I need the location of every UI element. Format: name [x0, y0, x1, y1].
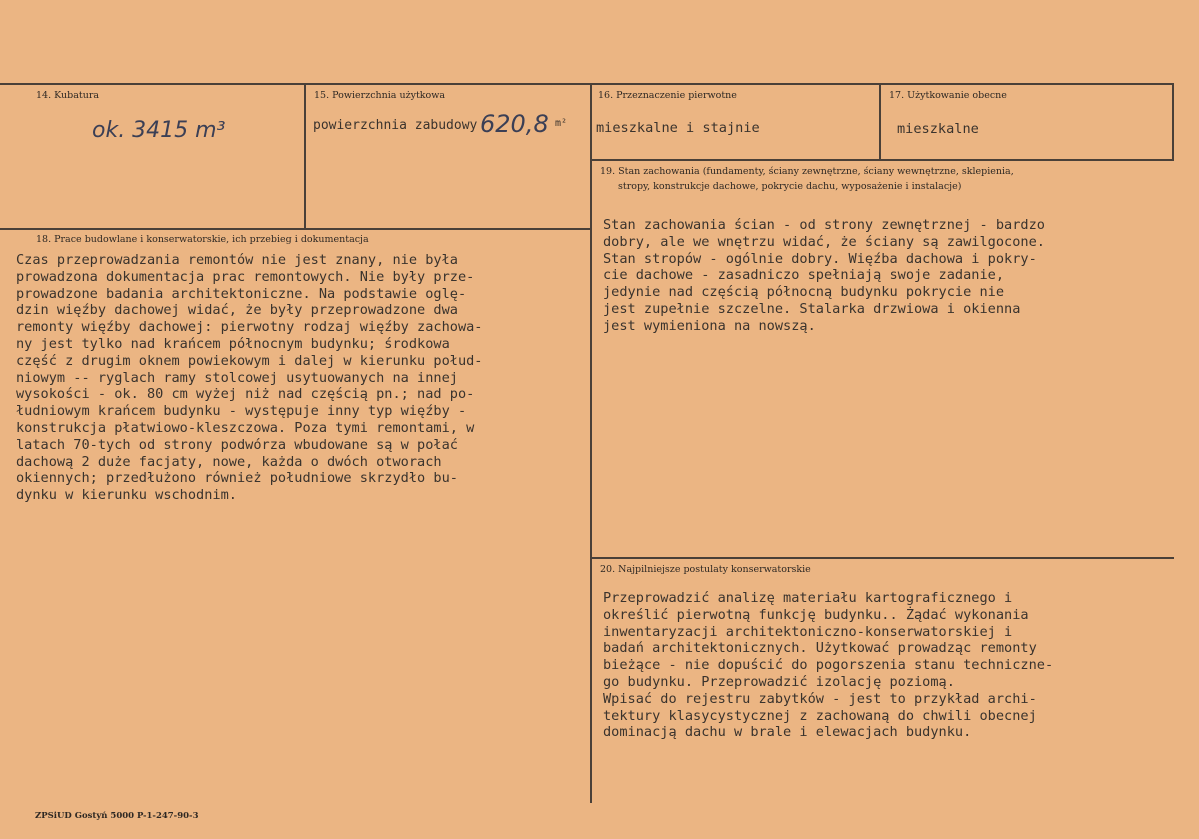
- prace-line: remonty więźby dachowej: pierwotny rodzaj więźby zachowa-: [16, 319, 483, 336]
- prace-line: dachową 2 duże facjaty, nowe, każda o dwóch otworach: [16, 453, 442, 470]
- prace-line: dzin więźby dachowej widać, że były przeprowadzone dwa: [16, 302, 458, 319]
- rule-mid-right: [591, 159, 1174, 161]
- postulaty-line: bieżące - nie dopuścić do pogorszenia stanu techniczne-: [603, 657, 1054, 674]
- stan-line: Stan stropów - ogólnie dobry. Więźba dachowa i pokry-: [603, 250, 1037, 267]
- prace-line: prowadzone badania architektoniczne. Na podstawie oglę-: [16, 285, 467, 302]
- stan-line: cie dachowe - zasadniczo spełniają swoje zadanie,: [603, 267, 1005, 284]
- prace-line: okiennych; przedłużono również południowe skrzydło bu-: [16, 470, 458, 487]
- prace-line: część z drugim oknem powiekowym i dalej w kierunku połud-: [16, 352, 483, 369]
- powierzchnia-value: 620,8: [480, 110, 549, 138]
- stan-label-1: 19. Stan zachowania (fundamenty, ściany zewnętrzne, ściany wewnętrzne, sklepienia,: [600, 166, 1014, 177]
- prace-line: wysokości - ok. 80 cm wyżej niż nad częścią pn.; nad po-: [16, 386, 475, 403]
- postulaty-line: Wpisać do rejestru zabytków - jest to przykład archi-: [603, 690, 1037, 707]
- prace-label: 18. Prace budowlane i konserwatorskie, ich przebieg i dokumentacja: [36, 234, 369, 245]
- postulaty-line: Przeprowadzić analizę materiału kartograficznego i: [603, 590, 1013, 606]
- postulaty-line: inwentaryzacji architektoniczno-konserwatorskiej i: [603, 623, 1013, 640]
- stan-line: dobry, ale we wnętrzu widać, że ściany są zawilgocone.: [603, 233, 1045, 250]
- rule-v3: [879, 83, 881, 159]
- postulaty-line: go budynku. Przeprowadzić izolację poziomą.: [603, 673, 955, 690]
- powierzchnia-unit: m²: [555, 118, 568, 129]
- postulaty-line: badań architektonicznych. Użytkować prowadząc remonty: [603, 640, 1037, 657]
- postulaty-line: określić pierwotną funkcję budynku.. Żądać wykonania: [603, 606, 1029, 623]
- powierzchnia-prefix: powierzchnia zabudowy: [313, 118, 478, 133]
- prace-text: [16, 252, 483, 504]
- postulaty-line: tektury klasycystycznej z zachowaną do chwili obecnej: [603, 707, 1037, 724]
- rule-lower-right: [591, 557, 1174, 559]
- postulaty-text: [603, 590, 1053, 741]
- prace-line: Czas przeprowadzania remontów nie jest znany, nie była: [16, 252, 458, 268]
- stan-label-2: stropy, konstrukcje dachowe, pokrycie dachu, wyposażenie i instalacje): [618, 181, 962, 192]
- stan-line: jedynie nad częścią północną budynku pokrycie nie: [603, 284, 1005, 301]
- kubatura-label: 14. Kubatura: [36, 90, 100, 101]
- postulaty-line: dominacją dachu w brale i elewacjach budynku.: [603, 724, 972, 741]
- rule-v1: [304, 83, 306, 229]
- rule-right: [1172, 83, 1174, 159]
- prace-line: prowadzona dokumentacja prac remontowych. Nie były prze-: [16, 268, 475, 285]
- rule-mid-left: [0, 228, 591, 230]
- prace-line: łudniowym krańcem budynku - występuje inny typ więźby -: [16, 403, 467, 420]
- rule-v2: [590, 83, 592, 803]
- stan-text: [603, 217, 1045, 335]
- powierzchnia-label: 15. Powierzchnia użytkowa: [314, 90, 446, 101]
- postulaty-label: 20. Najpilniejsze postulaty konserwatorskie: [600, 564, 811, 575]
- stan-line: jest zupełnie szczelne. Stalarka drzwiowa i okienna: [603, 300, 1021, 317]
- uzytkowanie-value: mieszkalne: [897, 121, 979, 137]
- prace-line: konstrukcja płatwiowo-kleszczowa. Poza tymi remontami, w: [16, 419, 475, 436]
- przeznaczenie-value: mieszkalne i stajnie: [596, 120, 760, 136]
- prace-line: latach 70-tych od strony podwórza wbudowane są w połać: [16, 436, 458, 453]
- kubatura-value: ok. 3415 m³: [92, 118, 226, 143]
- stan-line: jest wymieniona na nowszą.: [603, 317, 816, 334]
- printer-footer: ZPSiUD Gostyń 5000 P-1-247-90-3: [35, 811, 199, 821]
- rule-top: [0, 83, 1174, 85]
- uzytkowanie-label: 17. Użytkowanie obecne: [889, 90, 1007, 101]
- przeznaczenie-label: 16. Przeznaczenie pierwotne: [598, 90, 737, 101]
- prace-line: niowym -- ryglach ramy stolcowej usytuowanych na innej: [16, 369, 458, 386]
- stan-line: Stan zachowania ścian - od strony zewnętrznej - bardzo: [603, 217, 1045, 233]
- prace-line: ny jest tylko nad krańcem północnym budynku; środkowa: [16, 335, 450, 352]
- prace-line: dynku w kierunku wschodnim.: [16, 487, 237, 504]
